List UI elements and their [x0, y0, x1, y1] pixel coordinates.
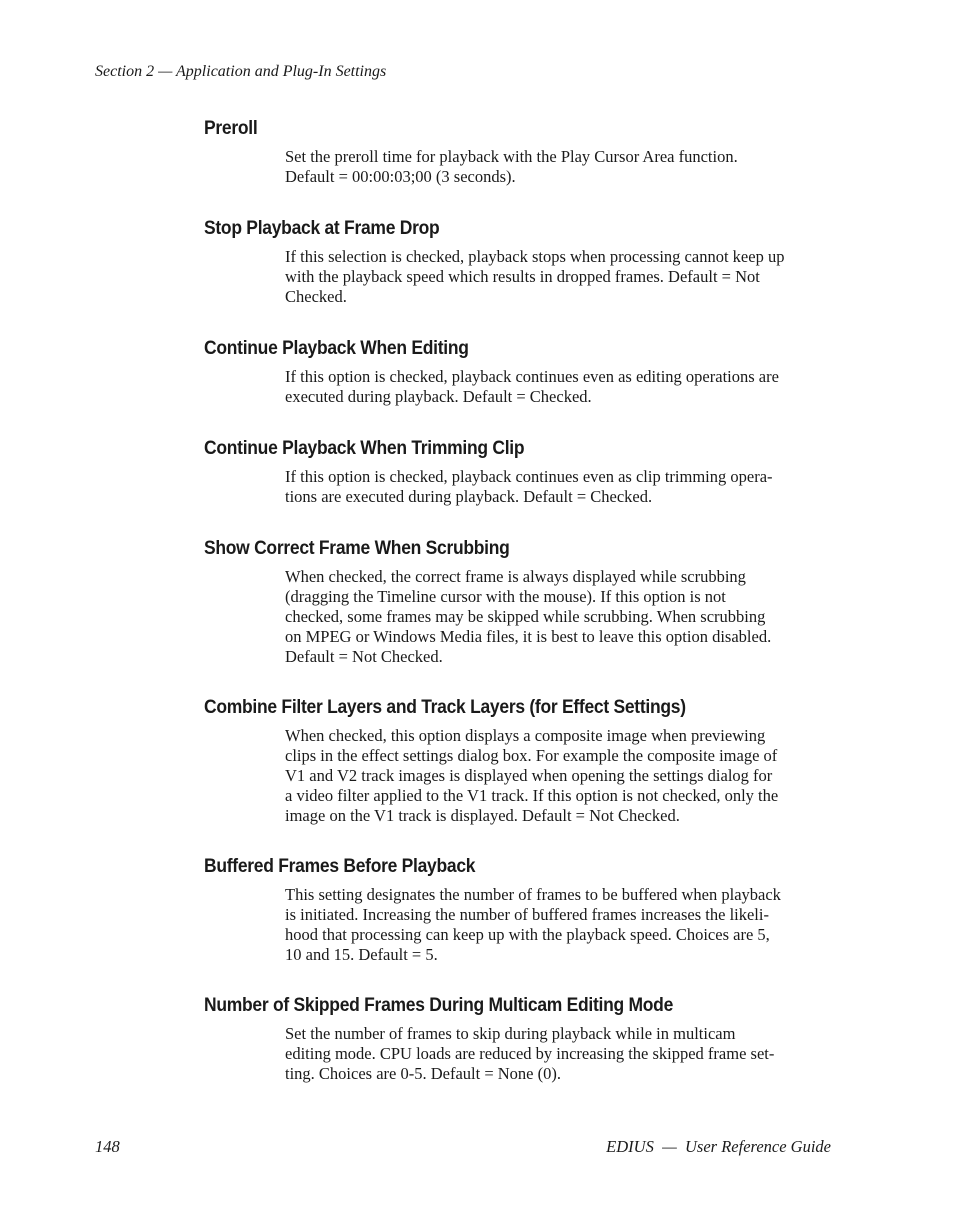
section-heading: Continue Playback When Editing: [204, 338, 469, 359]
body-line: If this option is checked, playback continues even as clip trimming opera-: [285, 467, 773, 486]
body-line: ting. Choices are 0-5. Default = None (0).: [285, 1063, 561, 1083]
body-line: (dragging the Timeline cursor with the mouse). If this option is not: [285, 586, 726, 606]
body-line: When checked, this option displays a composite image when previewing: [285, 726, 766, 745]
body-line: with the playback speed which results in dropped frames. Default = Not: [285, 266, 760, 286]
body-line: 10 and 15. Default = 5.: [285, 944, 438, 964]
body-line: hood that processing can keep up with the playback speed. Choices are 5,: [285, 924, 770, 944]
body-line: image on the V1 track is displayed. Default = Not Checked.: [285, 805, 680, 825]
body-line: Checked.: [285, 286, 347, 306]
section-heading: Number of Skipped Frames During Multicam Editing Mode: [204, 995, 674, 1016]
body-line: checked, some frames may be skipped while scrubbing. When scrubbing: [285, 606, 766, 626]
section-body: [285, 147, 830, 187]
guide-title: EDIUS — User Reference Guide: [606, 1137, 831, 1156]
section-heading: Buffered Frames Before Playback: [204, 856, 476, 877]
section-body: [285, 467, 830, 507]
body-line: tions are executed during playback. Default = Checked.: [285, 486, 653, 506]
body-line: If this selection is checked, playback stops when processing cannot keep up: [285, 247, 785, 266]
body-line: This setting designates the number of frames to be buffered when playback: [285, 885, 781, 904]
section-heading: Combine Filter Layers and Track Layers (for Effect Settings): [204, 697, 686, 718]
section-heading: Continue Playback When Trimming Clip: [204, 438, 525, 459]
running-header: Section 2 — Application and Plug-In Settings: [95, 63, 387, 80]
section-heading: Stop Playback at Frame Drop: [204, 218, 440, 239]
body-line: a video filter applied to the V1 track. If this option is not checked, only the: [285, 785, 779, 805]
section-body: [285, 885, 830, 965]
section-body: [285, 1024, 830, 1084]
section-heading: Show Correct Frame When Scrubbing: [204, 538, 510, 559]
body-line: Set the preroll time for playback with the Play Cursor Area function.: [285, 147, 738, 166]
section-body: [285, 567, 830, 667]
body-line: When checked, the correct frame is always displayed while scrubbing: [285, 567, 746, 586]
section-body: [285, 367, 830, 407]
body-line: If this option is checked, playback continues even as editing operations are: [285, 367, 779, 386]
body-line: executed during playback. Default = Checked.: [285, 386, 592, 406]
section-body: [285, 247, 830, 307]
body-line: Default = Not Checked.: [285, 646, 443, 666]
body-line: Default = 00:00:03;00 (3 seconds).: [285, 166, 516, 186]
body-line: on MPEG or Windows Media files, it is best to leave this option disabled.: [285, 626, 772, 646]
body-line: clips in the effect settings dialog box. For example the composite image of: [285, 745, 778, 765]
page-number: 148: [95, 1137, 120, 1156]
body-line: editing mode. CPU loads are reduced by increasing the skipped frame set-: [285, 1043, 775, 1063]
body-line: V1 and V2 track images is displayed when opening the settings dialog for: [285, 765, 773, 785]
section-body: [285, 726, 830, 826]
body-line: Set the number of frames to skip during playback while in multicam: [285, 1024, 736, 1043]
section-heading: Preroll: [204, 118, 258, 139]
body-line: is initiated. Increasing the number of buffered frames increases the likeli-: [285, 904, 769, 924]
